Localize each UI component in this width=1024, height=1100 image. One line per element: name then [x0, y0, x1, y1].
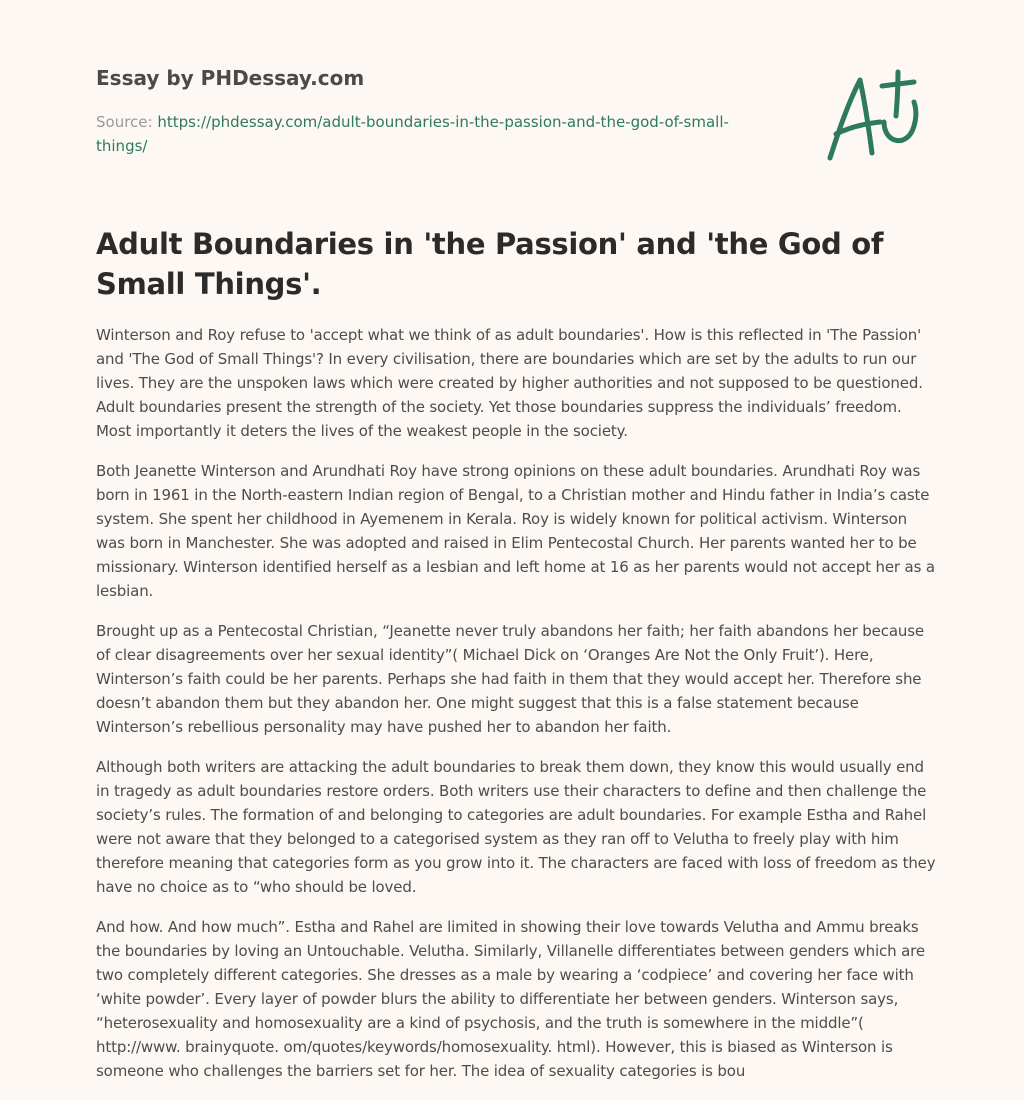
essay-title: Adult Boundaries in 'the Passion' and 'the God of Small Things'.: [96, 227, 884, 301]
page-header: [96, 62, 796, 158]
essay-body: [96, 323, 936, 1099]
a-plus-logo-icon: [818, 68, 928, 168]
source-line: [96, 110, 746, 158]
paragraph: Brought up as a Pentecostal Christian, “Jeanette never truly abandons her faith; her faith abandons her because of clear disagreements over her sexual identity”( Michael Dick on ‘Oranges Are Not the Only Fruit’). Here, Winterson’s faith could be her parents. Perhaps she had faith in them that they would accept her. Therefore she doesn’t abandon them but they abandon her. One might suggest that this is a false statement because Winterson’s rebellious personality may have pushed her to abandon her faith.: [96, 622, 924, 736]
paragraph: Both Jeanette Winterson and Arundhati Roy have strong opinions on these adult boundaries. Arundhati Roy was born in 1961 in the North-eastern Indian region of Bengal, to a Christian mother and Hindu father in India’s caste system. She spent her childhood in Ayemenem in Kerala. Roy is widely known for political activism. Winterson was born in Manchester. She was adopted and raised in Elim Pentecostal Church. Her parents wanted her to be missionary. Winterson identified herself as a lesbian and left home at 16 as her parents would not accept her as a lesbian.: [96, 462, 935, 600]
paragraph: Winterson and Roy refuse to 'accept what we think of as adult boundaries'. How is this reflected in 'The Passion' and 'The God of Small Things'? In every civilisation, there are boundaries which are set by the adults to run our lives. They are the unspoken laws which were created by higher authorities and not supposed to be questioned. Adult boundaries present the strength of the society. Yet those boundaries suppress the individuals’ freedom. Most importantly it deters the lives of the weakest people in the society.: [96, 326, 923, 440]
paragraph: And how. And how much”. Estha and Rahel are limited in showing their love towards Velutha and Ammu breaks the boundaries by loving an Untouchable. Velutha. Similarly, Villanelle differentiates between genders which are two completely different categories. She dresses as a male by wearing a ‘codpiece’ and covering her face with ‘white powder’. Every layer of powder blurs the ability to differentiate her between genders. Winterson says, “heterosexuality and homosexuality are a kind of psychosis, and the truth is somewhere in the middle”( http://www. brainyquote. om/quotes/keywords/homosexuality. html). However, this is biased as Winterson is someone who challenges the barriers set for her. The idea of sexuality categories is bou: [96, 918, 925, 1080]
a-plus-logo-svg: [818, 68, 928, 168]
paragraph: Although both writers are attacking the adult boundaries to break them down, they know this would usually end in tragedy as adult boundaries restore orders. Both writers use their characters to define and then challenge the society’s rules. The formation of and belonging to categories are adult boundaries. For example Estha and Rahel were not aware that they belonged to a categorised system as they ran off to Velutha to freely play with him therefore meaning that categories form as you grow into it. The characters are faced with loss of freedom as they have no choice as to “who should be loved.: [96, 758, 936, 896]
site-title: Essay by PHDessay.com: [96, 66, 365, 90]
source-label: Source:: [96, 113, 158, 131]
source-link[interactable]: https://phdessay.com/adult-boundaries-in-the-passion-and-the-god-of-small-things/: [96, 113, 729, 155]
